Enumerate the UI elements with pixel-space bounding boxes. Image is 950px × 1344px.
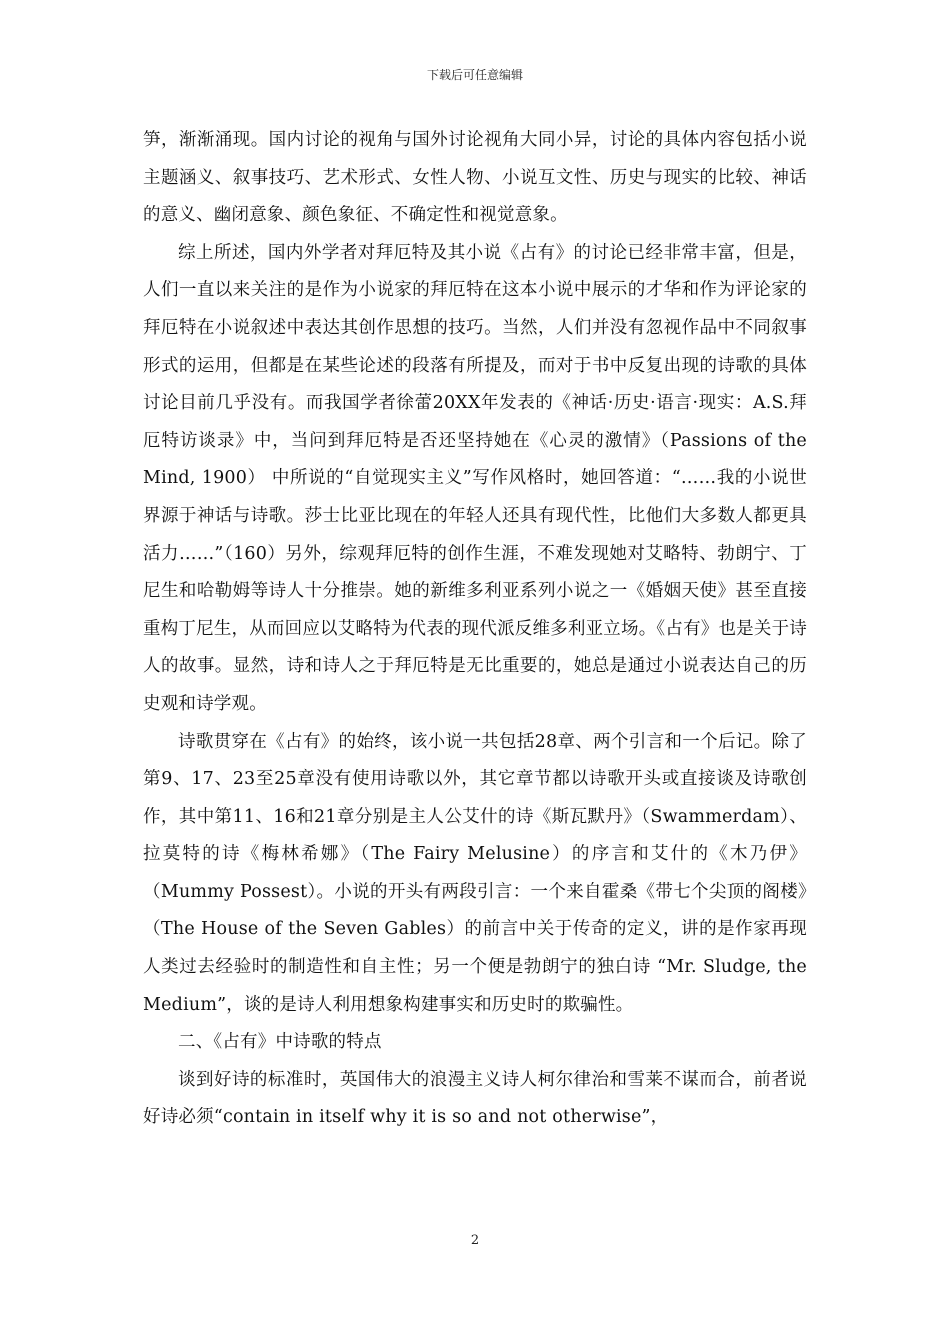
document-body: [143, 122, 807, 1137]
page-number: 2: [470, 1233, 480, 1248]
paragraph-good-poetry: 谈到好诗的标准时，英国伟大的浪漫主义诗人柯尔律治和雪莱不谋而合，前者说好诗必须“contain in itself why it is so and not otherwise”，: [143, 1069, 807, 1128]
paragraph-summary: 综上所述，国内外学者对拜厄特及其小说《占有》的讨论已经非常丰富，但是，人们一直以来关注的是作为小说家的拜厄特在这本小说中展示的才华和作为评论家的拜厄特在小说叙述中表达其创作思想的技巧。当然，人们并没有忽视作品中不同叙事形式的运用，但都是在某些论述的段落有所提及，而对于书中反复出现的诗歌的具体讨论目前几乎没有。而我国学者徐蕾20XX年发表的《神话·历史·语言·现实：A.S.拜厄特访谈录》中，当问到拜厄特是否还坚持她在《心灵的激情》（Passions of the Mind, 1900） 中所说的“自觉现实主义”写作风格时，她回答道：“……我的小说世界源于神话与诗歌。莎士比亚比现在的年轻人还具有现代性，比他们大多数人都更具活力……”（160）另外，综观拜厄特的创作生涯，不难发现她对艾略特、勃朗宁、丁尼生和哈勒姆等诗人十分推崇。她的新维多利亚系列小说之一《婚姻天使》甚至直接重构丁尼生，从而回应以艾略特为代表的现代派反维多利亚立场。《占有》也是关于诗人的故事。显然，诗和诗人之于拜厄特是无比重要的，她总是通过小说表达自己的历史观和诗学观。: [143, 242, 807, 714]
section-heading: 二、《占有》中诗歌的特点: [178, 1032, 382, 1053]
paragraph-poetry-overview: 诗歌贯穿在《占有》的始终，该小说一共包括28章、两个引言和一个后记。除了第9、17、23至25章没有使用诗歌以外，其它章节都以诗歌开头或直接谈及诗歌创作，其中第11、16和21章分别是主人公艾什的诗《斯瓦默丹》（Swammerdam）、拉莫特的诗《梅林希娜》（The Fairy Melusine）的序言和艾什的《木乃伊》（Mummy Possest）。小说的开头有两段引言：一个来自霍桑《带七个尖顶的阁楼》（The House of the Seven Gables）的前言中关于传奇的定义，讲的是作家再现人类过去经验时的制造性和自主性；另一个便是勃朗宁的独白诗 “Mr. Sludge, the Medium”，谈的是诗人利用想象构建事实和历史时的欺骗性。: [143, 731, 807, 1015]
page-header: 下载后可任意编辑: [426, 68, 523, 82]
paragraph-continuation: 笋，渐渐涌现。国内讨论的视角与国外讨论视角大同小异，讨论的具体内容包括小说主题涵义、叙事技巧、艺术形式、女性人物、小说互文性、历史与现实的比较、神话的意义、幽闭意象、颜色象征、不确定性和视觉意象。: [143, 130, 807, 226]
